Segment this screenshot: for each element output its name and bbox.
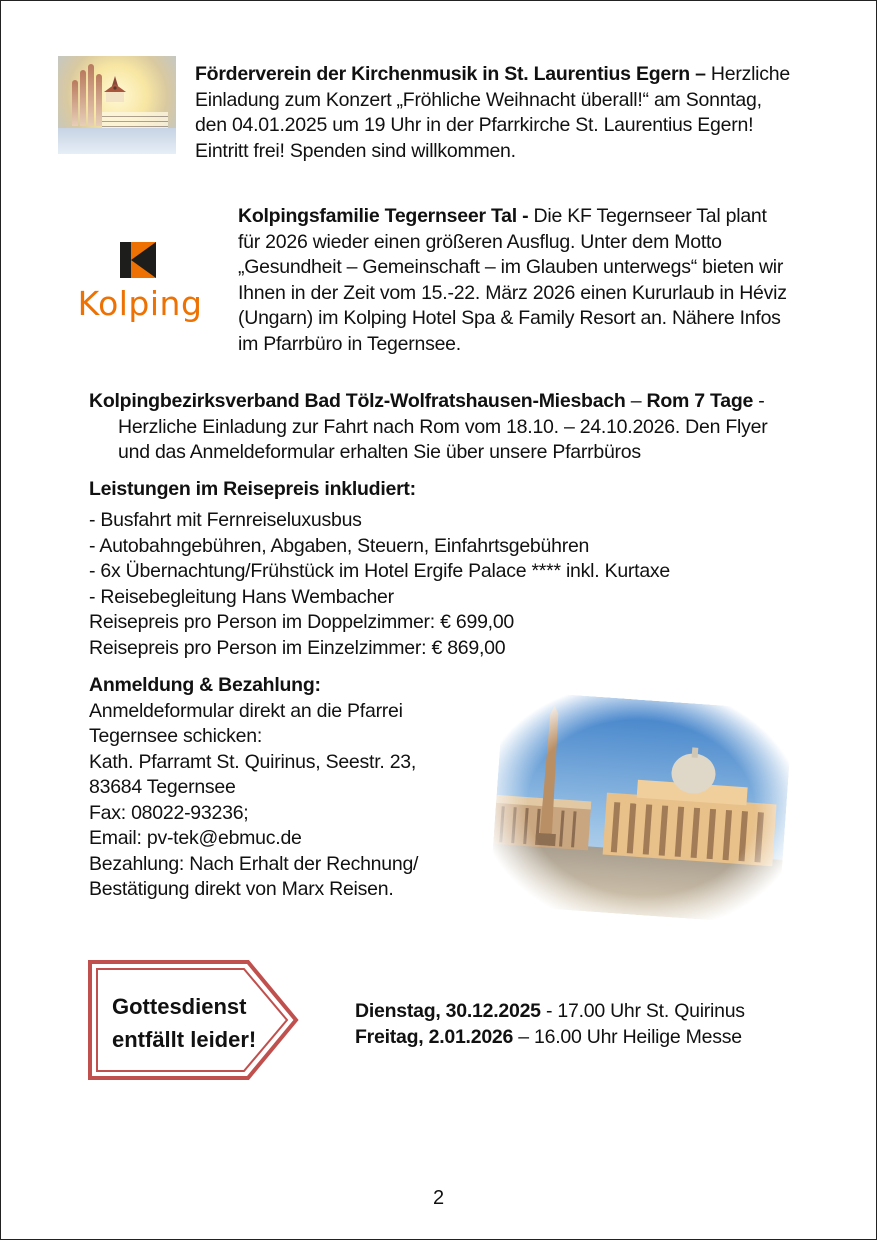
list-item: - Busfahrt mit Fernreiseluxusbus bbox=[89, 509, 362, 531]
kolping-logo bbox=[62, 222, 218, 338]
bezirksverband-text bbox=[89, 389, 789, 466]
list-item: - Reisebegleitung Hans Wembacher bbox=[89, 585, 394, 608]
foerderverein-line4: Eintritt frei! Spenden sind willkommen. bbox=[195, 139, 516, 162]
kolpingsfamilie-line1: Die KF Tegernseer Tal plant bbox=[528, 205, 767, 227]
bezirksverband-line2: Herzliche Einladung zur Fahrt nach Rom vom 18.10. – 24.10.2026. Den Flyer bbox=[118, 415, 768, 438]
kolpingsfamilie-line6: im Pfarrbüro in Tegernsee. bbox=[238, 332, 461, 355]
anmeldung-line: Bezahlung: Nach Erhalt der Rechnung/ bbox=[89, 852, 419, 875]
email-line: Email: pv-tek@ebmuc.de bbox=[89, 827, 302, 849]
kolpingsfamilie-text bbox=[238, 204, 828, 357]
sign-line1: Gottesdienst bbox=[112, 994, 247, 1019]
anmeldung-line: Tegernsee schicken: bbox=[89, 725, 263, 747]
kolpingsfamilie-heading: Kolpingsfamilie Tegernseer Tal - bbox=[238, 205, 529, 227]
date-1: Dienstag, 30.12.2025 bbox=[355, 1000, 541, 1022]
bezirksverband-trip: Rom 7 Tage bbox=[646, 390, 754, 412]
list-item: - 6x Übernachtung/Frühstück im Hotel Ergife Palace **** inkl. Kurtaxe bbox=[89, 560, 671, 582]
date-1-info: - 17.00 Uhr St. Quirinus bbox=[540, 1000, 745, 1022]
bezirksverband-line3: und das Anmeldeformular erhalten Sie über unsere Pfarrbüros bbox=[118, 441, 641, 463]
price-single: Reisepreis pro Person im Einzelzimmer: € 869,00 bbox=[89, 636, 506, 659]
foerderverein-line2: Einladung zum Konzert „Fröhliche Weihnacht überall!“ am Sonntag, bbox=[195, 88, 762, 111]
leistungen-list bbox=[89, 508, 789, 661]
cancelled-dates bbox=[355, 999, 835, 1050]
anmeldung-line: 83684 Tegernsee bbox=[89, 776, 236, 798]
kolpingsfamilie-line4: Ihnen in der Zeit vom 15.-22. März 2026 einen Kururlaub in Héviz bbox=[238, 281, 787, 304]
leistungen-heading-text: Leistungen im Reisepreis inkludiert: bbox=[89, 478, 416, 500]
cancelled-service-text bbox=[112, 990, 272, 1056]
kolpingsfamilie-line5: (Ungarn) im Kolping Hotel Spa & Family Resort an. Nähere Infos bbox=[238, 307, 781, 329]
page-number: 2 bbox=[432, 1187, 445, 1209]
bezirksverband-heading: Kolpingbezirksverband Bad Tölz-Wolfratshausen-Miesbach bbox=[89, 390, 626, 412]
bezirksverband-dash: – bbox=[625, 390, 647, 412]
list-item: - Autobahngebühren, Abgaben, Steuern, Einfahrtsgebühren bbox=[89, 534, 590, 557]
church-organ-logo-icon bbox=[58, 56, 176, 154]
date-2-info: – 16.00 Uhr Heilige Messe bbox=[513, 1025, 742, 1048]
kolping-logo-text: Kolping bbox=[77, 284, 203, 323]
anmeldung-line: Fax: 08022-93236; bbox=[89, 801, 249, 824]
leistungen-heading bbox=[89, 477, 789, 503]
anmeldung-line: Kath. Pfarramt St. Quirinus, Seestr. 23, bbox=[89, 750, 417, 773]
church-icon bbox=[98, 74, 132, 108]
foerderverein-line3: den 04.01.2025 um 19 Uhr in der Pfarrkirche St. Laurentius Egern! bbox=[195, 114, 754, 136]
kolpingsfamilie-line3: „Gesundheit – Gemeinschaft – im Glauben unterwegs“ bieten wir bbox=[238, 256, 784, 278]
foerderverein-text bbox=[195, 62, 815, 164]
sign-line2: entfällt leider! bbox=[112, 1027, 257, 1052]
kolpingsfamilie-line2: für 2026 wieder einen größeren Ausflug. Unter dem Motto bbox=[238, 230, 722, 253]
price-double: Reisepreis pro Person im Doppelzimmer: € 699,00 bbox=[89, 611, 515, 633]
bezirksverband-trip-tail: - bbox=[753, 390, 765, 412]
foerderverein-heading: Förderverein der Kirchenmusik in St. Laurentius Egern – bbox=[195, 63, 706, 85]
foerderverein-line1: Herzliche bbox=[705, 63, 790, 85]
anmeldung-text bbox=[89, 673, 489, 903]
kolping-k-icon bbox=[120, 242, 156, 278]
date-2: Freitag, 2.01.2026 bbox=[355, 1025, 514, 1048]
anmeldung-line: Bestätigung direkt von Marx Reisen. bbox=[89, 878, 394, 900]
anmeldung-line: Anmeldeformular direkt an die Pfarrei bbox=[89, 699, 403, 722]
anmeldung-heading: Anmeldung & Bezahlung: bbox=[89, 674, 321, 696]
st-peters-square-photo bbox=[489, 690, 793, 925]
